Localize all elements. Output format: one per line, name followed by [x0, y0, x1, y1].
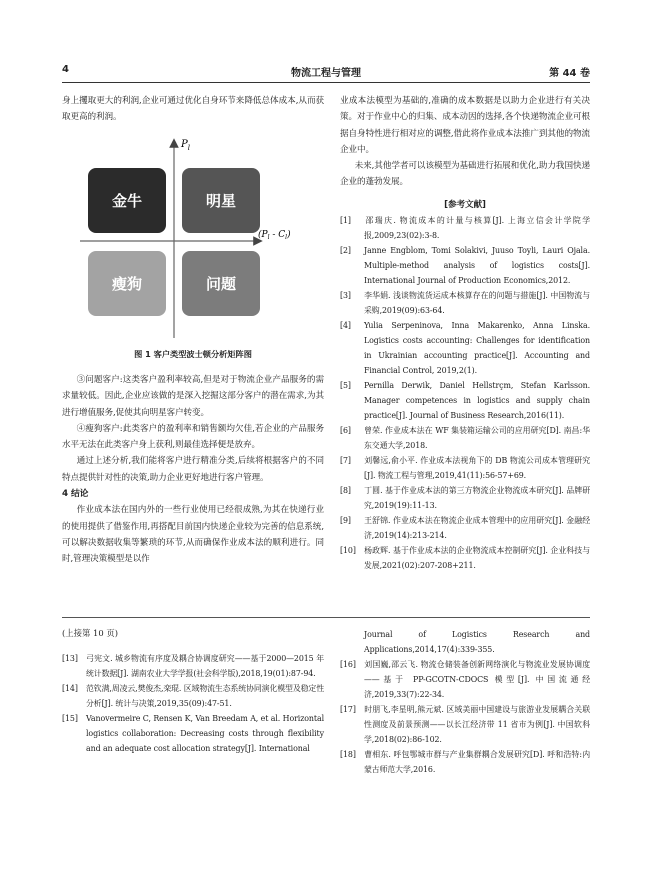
page-number: 4 — [62, 64, 69, 75]
reference-text: 范钦满,周凌云,樊俊杰,栾琨. 区域物流生态系统协同演化模型及稳定性分析[J]. 统计与决策,2019,35(09):47-51. — [86, 684, 324, 708]
reference-item — [340, 453, 590, 483]
bottom-left-references — [62, 651, 324, 756]
bottom-left-reference-list — [62, 651, 324, 756]
reference-number: [17] — [340, 705, 356, 714]
reference-text: Vanovermeire C, Rensen K, Van Breedam A, et al. Horizontal logistics collaboration: Decreasing costs through flexibility and an adequate cost allocation strategy[J]. International — [86, 714, 324, 753]
reference-number: [9] — [340, 516, 351, 526]
left-intro-block — [62, 93, 324, 126]
reference-text: 邵瑞庆. 物流成本的计量与核算[J]. 上海立信会计学院学报,2009,23(02):3-8. — [364, 216, 590, 241]
reference-item — [340, 378, 590, 423]
reference-text: 刘馨远,俞小平. 作业成本法视角下的 DB 物流公司成本管理研究[J]. 物流工程与管理,2019,41(11):56-57+69. — [364, 456, 590, 481]
reference-number: [10] — [340, 546, 356, 556]
reference-item — [340, 657, 590, 702]
reference-text: 曾荣. 作业成本法在 WF 集装箱运输公司的应用研究[D]. 南昌:华东交通大学,2018. — [364, 426, 590, 451]
right-body-paragraph-1: 业成本法模型为基础的,准确的成本数据是以助力企业进行有关决策。对于作业中心的归集、成本动因的选择,各个快递物流企业可根据自身特性进行相对应的调整,借此将作业成本法推广到其他的物流企业中。 — [340, 96, 590, 155]
references-title: [参考文献] — [444, 199, 486, 210]
left-body-paragraph-1: ③问题客户:这类客户盈利率较高,但是对于物流企业产品服务的需求量较低。因此,企业应该做的是深入挖掘这部分客户的潜在需求,为其进行增值服务,促使其向明星客户转变。 — [62, 375, 324, 418]
reference-item — [340, 702, 590, 747]
reference-list — [340, 213, 590, 573]
quadrant-bottom-left-label: 瘦狗 — [111, 275, 143, 293]
reference-number: [1] — [340, 216, 351, 226]
reference-item — [340, 483, 590, 513]
left-intro-paragraph: 身上攫取更大的利润,企业可通过优化自身环节来降低总体成本,从而获取更高的利润。 — [62, 96, 324, 123]
reference-continuation: Journal of Logistics Research and Applications,2014,17(4):339-355. — [364, 630, 590, 654]
reference-item — [340, 318, 590, 378]
bcg-matrix-figure — [78, 133, 308, 345]
reference-number: [4] — [340, 321, 351, 331]
reference-item — [340, 213, 590, 243]
section-4-paragraph: 作业成本法在国内外的一些行业使用已经很成熟,为其在快递行业的使用提供了借鉴作用,再搭配目前国内快递企业较为完善的信息系统,可以解决数据收集等繁琐的环节,从而确保作业成本法的顺利进行。同时,管理决策模型是以作 — [62, 505, 324, 565]
reference-text: Pernilla Derwik, Daniel Hellstrçm, Stefan Karlsson. Manager competences in logistics and supply chain practice[J]. Journal of Business Research,2016(11). — [364, 381, 590, 421]
reference-number: [13] — [62, 654, 78, 663]
x-axis-label: $(P_l - C_l)$ — [258, 230, 291, 241]
journal-title: 物流工程与管理 — [291, 68, 361, 79]
bottom-right-references — [340, 627, 590, 777]
reference-item — [62, 711, 324, 756]
left-body-block — [62, 372, 324, 568]
reference-number: [6] — [340, 426, 351, 436]
reference-number: [8] — [340, 486, 351, 496]
reference-text: 李华娟. 浅谈物流货运成本核算存在的问题与措施[J]. 中国物流与采购,2019(09):63-64. — [364, 291, 590, 316]
volume-label: 第 44 卷 — [549, 68, 590, 79]
reference-item — [340, 543, 590, 573]
reference-number: [7] — [340, 456, 351, 466]
reference-item — [62, 681, 324, 711]
quadrant-bottom-right-label: 问题 — [205, 275, 237, 293]
reference-text: Janne Engblom, Tomi Solakivi, Juuso Toyli, Lauri Ojala. Multiple-method analysis of logistics costs[J]. International Journal of Production Economics,2012. — [364, 246, 590, 286]
reference-number: [15] — [62, 714, 78, 723]
y-axis-label: $P_l$ — [181, 139, 190, 152]
reference-number: [5] — [340, 381, 351, 391]
reference-item — [340, 243, 590, 288]
reference-number: [2] — [340, 246, 351, 256]
reference-number: [18] — [340, 750, 356, 759]
reference-text: 王舒锦. 作业成本法在物流企业成本管理中的应用研究[J]. 金融经济,2019(14):213-214. — [364, 516, 590, 541]
reference-item — [340, 423, 590, 453]
reference-number: [14] — [62, 684, 78, 693]
continued-note: (上接第 10 页) — [62, 628, 119, 638]
figure-caption: 图 1 客户类型波士顿分析矩阵图 — [134, 349, 252, 359]
left-body-paragraph-3: 通过上述分析,我们能将客户进行精准分类,后续将根据客户的不同特点提供针对性的决策,助力企业更好地进行客户管理。 — [62, 456, 324, 483]
quadrant-top-right-label: 明星 — [205, 192, 237, 210]
quadrant-top-left-label: 金牛 — [111, 192, 143, 210]
reference-text: 弓宪文. 城乡物流有序度及耦合协调度研究——基于2000—2015 年统计数据[J]. 湖南农业大学学报(社会科学版),2018,19(01):87-94. — [86, 654, 324, 678]
reference-text: 曹相东. 呼包鄂城市群与产业集群耦合发展研究[D]. 呼和浩特:内蒙古师范大学,2016. — [364, 750, 590, 774]
reference-item — [340, 288, 590, 318]
reference-number: [16] — [340, 660, 356, 669]
reference-item — [340, 513, 590, 543]
reference-text: 刘国巍,邵云飞. 物流仓储装备创新网络演化与物流业发展协调度——基于 PP-GCOTN-CDOCS 模型[J]. 中国流通经济,2019,33(7):22-34. — [364, 660, 590, 699]
bottom-right-reference-list — [340, 657, 590, 777]
right-column — [340, 93, 590, 573]
section-separator — [62, 617, 590, 618]
header-rule — [62, 82, 590, 83]
reference-number: [3] — [340, 291, 351, 301]
reference-item — [340, 747, 590, 777]
reference-text: 杨政辉. 基于作业成本法的企业物流成本控制研究[J]. 企业科技与发展,2021(02):207-208+211. — [364, 546, 590, 571]
section-4-title: 4 结论 — [62, 489, 89, 500]
reference-text: Yulia Serpeninova, Inna Makarenko, Anna Linska. Logistics costs accounting: Challenges for identification in Ukrainian accounting practice[J]. Accounting and Financial Control, 2019,2(1). — [364, 321, 590, 376]
right-body-paragraph-2: 未来,其他学者可以该模型为基础进行拓展和优化,助力我国快递企业的蓬勃发展。 — [340, 161, 590, 188]
bcg-matrix-svg — [78, 133, 308, 345]
reference-item — [62, 651, 324, 681]
left-body-paragraph-2: ④瘦狗客户:此类客户的盈利率和销售额均欠佳,若企业的产品服务水平无法在此类客户身上获利,则最佳选择便是放弃。 — [62, 423, 324, 451]
reference-text: 时朋飞,李星明,熊元斌. 区域美丽中国建设与旅游业发展耦合关联性测度及前景预测——以长江经济带 11 省市为例[J]. 中国软科学,2018(02):86-102. — [364, 705, 590, 744]
running-header — [62, 64, 590, 80]
reference-text: 丁圆. 基于作业成本法的第三方物流企业物流成本研究[J]. 品牌研究,2019(19):11-13. — [364, 486, 590, 511]
